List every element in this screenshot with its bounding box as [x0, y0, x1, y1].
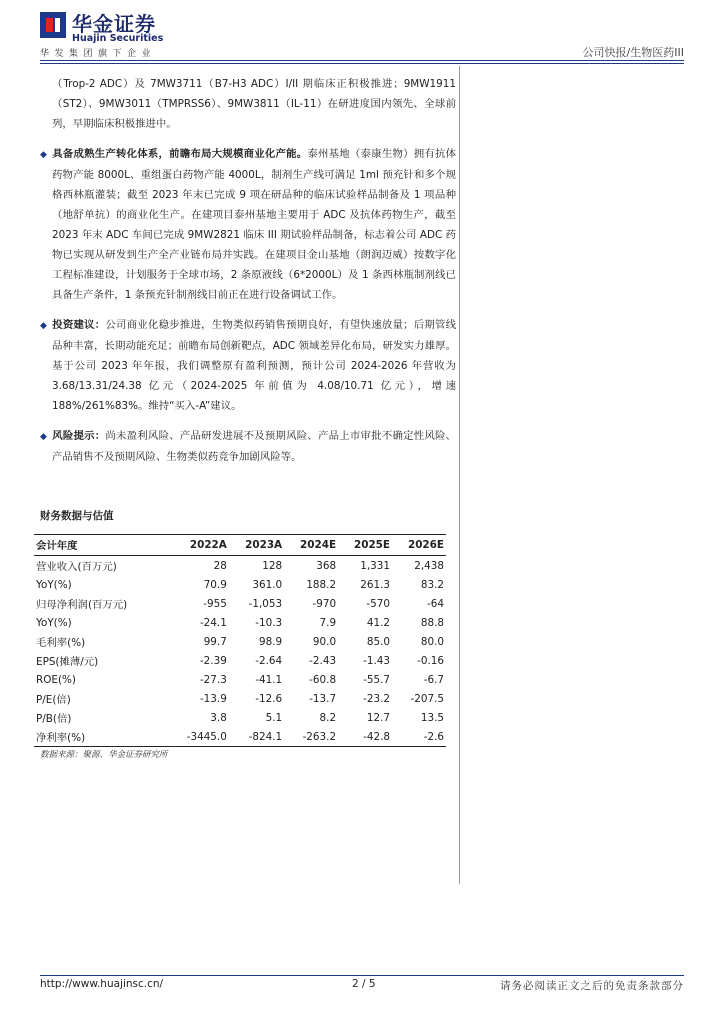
paragraph — [40, 144, 456, 305]
table-row — [34, 613, 446, 632]
row-label: 毛利率(%) — [36, 637, 86, 649]
table-cell: 3.8 — [210, 711, 227, 724]
paragraph-text: 公司商业化稳步推进，生物类似药销售预期良好，有望快速放量；后期管线品种丰富，长期动能充足；前瞻布局创新靶点，ADC 领域差异化布局，研发实力雄厚。基于公司 2023 年年报，我们调整原有盈利预测，预计公司 2024-2026 年营收为 3.68/13.31/24.38 亿元（2024-2025 年前值为 4.08/10.71 亿元），增速 188%/261%83%。维持“买入-A”建议。 — [52, 319, 457, 412]
table-cell: -0.16 — [417, 654, 444, 667]
row-label: 净利率(%) — [34, 727, 169, 747]
table-cell: -6.7 — [423, 673, 444, 686]
paragraph-text: 泰州基地（泰康生物）拥有抗体药物产能 8000L、重组蛋白药物产能 4000L，制剂生产线可满足 1ml 预充针和多个规格西林瓶灌装；截至 2023 年末已完成 9 项在研品种的临床试验样品制备及 1 项品种（地舒单抗）的商业化生产。在建项目泰州基地主要用于 ADC 及抗体药物生产，截至 2023 年末 ADC 车间已完成 9MW2821 临床 III 期试验样品制备，标志着公司 ADC 药物已实现从研发到生产全产业链布局并实践。在建项目金山基地（朗润迈威）按数字化工程标准建设，计划服务于全球市场，2 条原液线（6*2000L）及 1 条西林瓶制剂线已具备生产条件，1 条预充针制剂线目前正在进行设备调试工作。 — [52, 148, 457, 301]
table-cell: 12.7 — [366, 711, 391, 724]
table-cell: 88.8 — [420, 616, 444, 629]
table-cell: -27.3 — [199, 673, 227, 686]
table-cell: -1,053 — [248, 597, 283, 610]
table-cell: -207.5 — [410, 692, 444, 705]
table-cell: -23.2 — [363, 692, 391, 705]
table-row — [34, 556, 446, 576]
row-label: P/B(倍) — [36, 713, 72, 725]
table-row — [34, 632, 446, 651]
row-label: 归母净利润(百万元) — [36, 599, 128, 611]
table-cell: -2.39 — [199, 654, 227, 667]
footer-divider — [40, 975, 684, 976]
table-row — [34, 651, 446, 670]
table-cell: -24.1 — [199, 616, 227, 629]
data-source: 数据来源：聚源、华金证券研究所 — [40, 750, 168, 760]
paragraph — [40, 74, 456, 134]
logo-english-name: Huajin Securities — [72, 33, 164, 44]
group-tagline: 华发集团旗下企业 — [40, 49, 157, 59]
table-cell: -2.64 — [255, 654, 283, 667]
table-cell: -824.1 — [229, 727, 284, 747]
table-cell: -2.6 — [392, 727, 446, 747]
paragraph-text: 尚未盈利风险、产品研发进展不及预期风险、产品上市审批不确定性风险、产品销售不及预期风险、生物类似药竞争加剧风险等。 — [52, 430, 457, 463]
row-label: ROE(%) — [36, 673, 76, 686]
row-label: EPS(摊薄/元) — [36, 656, 99, 668]
financials-table — [34, 534, 446, 747]
table-cell: 99.7 — [203, 635, 227, 648]
table-cell: -570 — [366, 597, 391, 610]
column-header: 2025E — [338, 535, 392, 556]
column-header: 会计年度 — [34, 535, 169, 556]
table-row — [34, 575, 446, 594]
table-cell: -10.3 — [255, 616, 283, 629]
table-cell: 85.0 — [366, 635, 391, 648]
paragraph-lead: 风险提示： — [52, 430, 106, 442]
table-cell: 28 — [213, 559, 227, 572]
logo-chinese-name: 华金证券 — [72, 12, 156, 36]
table-cell: 83.2 — [420, 578, 444, 591]
table-cell: 128 — [262, 559, 283, 572]
diamond-bullet-icon: ◆ — [40, 321, 47, 331]
row-label: YoY(%) — [36, 616, 72, 629]
row-label: 营业收入(百万元) — [36, 561, 117, 573]
table-cell: 80.0 — [420, 635, 444, 648]
diamond-bullet-icon: ◆ — [40, 432, 47, 442]
table-cell: 5.1 — [265, 711, 283, 724]
page-number: 2 / 5 — [352, 978, 376, 990]
table-cell: 2,438 — [414, 559, 444, 572]
table-cell: 188.2 — [306, 578, 337, 591]
table-cell: 70.9 — [203, 578, 227, 591]
footer-disclaimer: 请务必阅读正文之后的免责条款部分 — [500, 980, 684, 992]
table-row — [34, 689, 446, 708]
table-cell: -12.6 — [255, 692, 283, 705]
table-cell: 361.0 — [252, 578, 283, 591]
paragraph-lead: 具备成熟生产转化体系，前瞻布局大规模商业化产能。 — [52, 148, 308, 160]
table-cell: 7.9 — [319, 616, 337, 629]
column-header: 2022A — [169, 535, 229, 556]
table-cell: -1.43 — [363, 654, 391, 667]
table-row — [34, 670, 446, 689]
paragraph-lead: 投资建议： — [52, 319, 106, 331]
diamond-bullet-icon: ◆ — [40, 150, 47, 160]
table-cell: 90.0 — [312, 635, 337, 648]
table-cell: -60.8 — [309, 673, 337, 686]
table-cell: 261.3 — [360, 578, 391, 591]
column-header: 2024E — [284, 535, 338, 556]
row-label: P/E(倍) — [36, 694, 71, 706]
table-cell: 1,331 — [360, 559, 391, 572]
table-header-row — [34, 535, 446, 556]
table-row — [34, 727, 446, 747]
table-cell: 8.2 — [319, 711, 337, 724]
table-cell: 13.5 — [420, 711, 444, 724]
table-row — [34, 708, 446, 727]
footer-url-link[interactable]: http://www.huajinsc.cn/ — [40, 978, 164, 990]
table-cell: -970 — [312, 597, 337, 610]
table-cell: -55.7 — [363, 673, 391, 686]
table-cell: 41.2 — [366, 616, 391, 629]
table-row — [34, 594, 446, 613]
logo-mark-icon — [40, 12, 66, 38]
column-divider — [459, 66, 460, 884]
column-header: 2023A — [229, 535, 284, 556]
paragraph — [40, 315, 456, 416]
table-cell: -3445.0 — [169, 727, 229, 747]
company-logo — [40, 8, 180, 48]
table-cell: 368 — [316, 559, 337, 572]
header-divider — [40, 60, 684, 61]
table-cell: -13.7 — [309, 692, 337, 705]
table-cell: -955 — [203, 597, 227, 610]
paragraph-text: （Trop-2 ADC）及 7MW3711（B7-H3 ADC）I/II 期临床正积极推进；9MW1911（ST2）、9MW3011（TMPRSS6）、9MW3811（IL-11）在研进度国内领先、全球前列，早期临床积极推进中。 — [52, 78, 456, 130]
header-divider-thin — [40, 63, 684, 64]
report-type: 公司快报/生物医药III — [582, 46, 684, 59]
row-label: YoY(%) — [36, 578, 72, 591]
table-cell: -2.43 — [309, 654, 337, 667]
column-header: 2026E — [392, 535, 446, 556]
main-text — [40, 74, 456, 467]
table-cell: -41.1 — [255, 673, 283, 686]
table-cell: -42.8 — [338, 727, 392, 747]
financials-title: 财务数据与估值 — [40, 510, 114, 522]
table-cell: 98.9 — [258, 635, 283, 648]
table-cell: -64 — [427, 597, 444, 610]
table-cell: -263.2 — [284, 727, 338, 747]
table-cell: -13.9 — [199, 692, 227, 705]
paragraph — [40, 426, 456, 467]
